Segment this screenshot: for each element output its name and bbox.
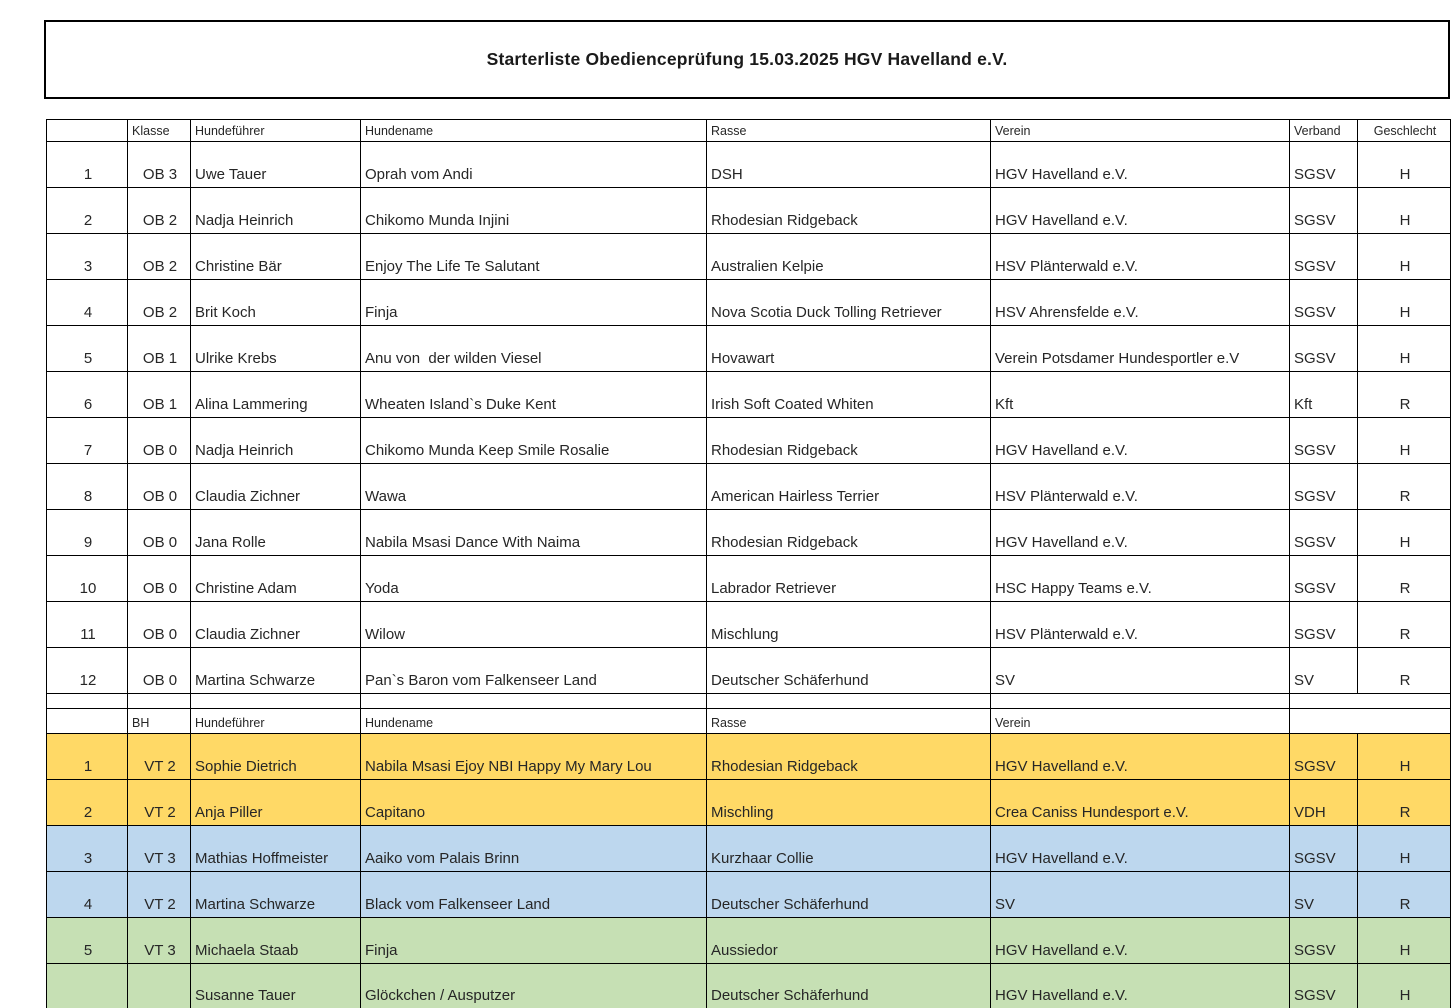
cell-klasse: VT 3 <box>128 918 191 964</box>
cell-verband: SGSV <box>1290 418 1358 464</box>
cell-hundename: Enjoy The Life Te Salutant <box>361 234 707 280</box>
cell-hundename: Pan`s Baron vom Falkenseer Land <box>361 648 707 694</box>
cell-hundename: Nabila Msasi Dance With Naima <box>361 510 707 556</box>
cell-rasse: Rhodesian Ridgeback <box>707 418 991 464</box>
starter-row <box>47 648 1451 694</box>
cell-hundename: Wawa <box>361 464 707 510</box>
cell-hundefuehrer: Alina Lammering <box>191 372 361 418</box>
cell-verein: HSV Plänterwald e.V. <box>991 602 1290 648</box>
starter-row <box>47 602 1451 648</box>
spacer-cell <box>128 694 191 709</box>
cell-rasse: Aussiedor <box>707 918 991 964</box>
cell-nr: 6 <box>47 372 128 418</box>
cell-geschlecht: H <box>1358 142 1451 188</box>
cell-verband: SGSV <box>1290 826 1358 872</box>
cell-nr <box>47 964 128 1008</box>
cell-verein: HGV Havelland e.V. <box>991 418 1290 464</box>
cell-verband: SGSV <box>1290 734 1358 780</box>
cell-nr: 8 <box>47 464 128 510</box>
spacer-cell <box>361 694 707 709</box>
header-cell-verband-geschlecht <box>1290 709 1451 734</box>
cell-klasse: OB 0 <box>128 464 191 510</box>
section1-header-row <box>47 120 1451 142</box>
cell-geschlecht: H <box>1358 234 1451 280</box>
header-cell-verband: Verband <box>1290 120 1358 142</box>
starter-row <box>47 418 1451 464</box>
title-box <box>44 20 1450 99</box>
cell-hundefuehrer: Martina Schwarze <box>191 648 361 694</box>
header-cell-klasse: BH <box>128 709 191 734</box>
starter-row <box>47 734 1451 780</box>
cell-klasse <box>128 964 191 1008</box>
cell-verband: SV <box>1290 872 1358 918</box>
cell-nr: 10 <box>47 556 128 602</box>
cell-geschlecht: H <box>1358 188 1451 234</box>
starter-row <box>47 464 1451 510</box>
cell-verein: Kft <box>991 372 1290 418</box>
cell-verband: VDH <box>1290 780 1358 826</box>
cell-hundefuehrer: Ulrike Krebs <box>191 326 361 372</box>
cell-hundename: Capitano <box>361 780 707 826</box>
starter-row <box>47 826 1451 872</box>
cell-rasse: Rhodesian Ridgeback <box>707 510 991 556</box>
header-cell-hundefuehrer: Hundeführer <box>191 120 361 142</box>
starterliste-table <box>46 119 1451 1008</box>
header-cell-nr <box>47 120 128 142</box>
cell-klasse: VT 3 <box>128 826 191 872</box>
cell-hundename: Finja <box>361 918 707 964</box>
cell-rasse: Rhodesian Ridgeback <box>707 188 991 234</box>
cell-klasse: VT 2 <box>128 734 191 780</box>
cell-hundefuehrer: Christine Adam <box>191 556 361 602</box>
cell-rasse: Rhodesian Ridgeback <box>707 734 991 780</box>
spacer-cell <box>707 694 991 709</box>
cell-hundename: Chikomo Munda Keep Smile Rosalie <box>361 418 707 464</box>
cell-hundefuehrer: Claudia Zichner <box>191 602 361 648</box>
cell-nr: 3 <box>47 826 128 872</box>
cell-klasse: OB 0 <box>128 556 191 602</box>
cell-geschlecht: H <box>1358 826 1451 872</box>
cell-rasse: Labrador Retriever <box>707 556 991 602</box>
spacer-cell <box>991 694 1290 709</box>
cell-hundename: Oprah vom Andi <box>361 142 707 188</box>
cell-verband: SGSV <box>1290 556 1358 602</box>
starter-row <box>47 234 1451 280</box>
cell-verein: HGV Havelland e.V. <box>991 918 1290 964</box>
cell-nr: 11 <box>47 602 128 648</box>
cell-verband: SGSV <box>1290 964 1358 1008</box>
cell-nr: 12 <box>47 648 128 694</box>
cell-verein: Crea Caniss Hundesport e.V. <box>991 780 1290 826</box>
header-cell-verein: Verein <box>991 120 1290 142</box>
cell-hundename: Chikomo Munda Injini <box>361 188 707 234</box>
cell-verband: Kft <box>1290 372 1358 418</box>
header-cell-nr <box>47 709 128 734</box>
cell-nr: 2 <box>47 780 128 826</box>
cell-rasse: Mischling <box>707 780 991 826</box>
cell-rasse: Deutscher Schäferhund <box>707 964 991 1008</box>
cell-verband: SGSV <box>1290 918 1358 964</box>
cell-hundename: Glöckchen / Ausputzer <box>361 964 707 1008</box>
cell-hundefuehrer: Nadja Heinrich <box>191 418 361 464</box>
cell-hundename: Wheaten Island`s Duke Kent <box>361 372 707 418</box>
cell-hundefuehrer: Uwe Tauer <box>191 142 361 188</box>
cell-verein: HGV Havelland e.V. <box>991 142 1290 188</box>
header-cell-rasse: Rasse <box>707 709 991 734</box>
starter-row <box>47 188 1451 234</box>
cell-geschlecht: R <box>1358 372 1451 418</box>
cell-verband: SGSV <box>1290 280 1358 326</box>
cell-verein: SV <box>991 872 1290 918</box>
cell-hundefuehrer: Michaela Staab <box>191 918 361 964</box>
cell-rasse: Kurzhaar Collie <box>707 826 991 872</box>
cell-verband: SGSV <box>1290 142 1358 188</box>
cell-verband: SGSV <box>1290 234 1358 280</box>
cell-rasse: Irish Soft Coated Whiten <box>707 372 991 418</box>
page-title: Starterliste Obedienceprüfung 15.03.2025 HGV Havelland e.V. <box>486 49 1008 69</box>
cell-hundename: Nabila Msasi Ejoy NBI Happy My Mary Lou <box>361 734 707 780</box>
cell-verband: SGSV <box>1290 464 1358 510</box>
cell-rasse: Nova Scotia Duck Tolling Retriever <box>707 280 991 326</box>
cell-hundefuehrer: Anja Piller <box>191 780 361 826</box>
cell-verband: SV <box>1290 648 1358 694</box>
cell-klasse: OB 2 <box>128 280 191 326</box>
header-cell-hundename: Hundename <box>361 709 707 734</box>
cell-geschlecht: R <box>1358 780 1451 826</box>
cell-hundename: Finja <box>361 280 707 326</box>
section2-header-row <box>47 709 1451 734</box>
spacer-cell <box>1290 694 1451 709</box>
cell-rasse: Hovawart <box>707 326 991 372</box>
starter-row <box>47 326 1451 372</box>
cell-hundename: Black vom Falkenseer Land <box>361 872 707 918</box>
cell-nr: 3 <box>47 234 128 280</box>
cell-hundefuehrer: Sophie Dietrich <box>191 734 361 780</box>
header-cell-rasse: Rasse <box>707 120 991 142</box>
starter-row <box>47 780 1451 826</box>
starter-row <box>47 964 1451 1008</box>
cell-nr: 1 <box>47 142 128 188</box>
cell-rasse: Deutscher Schäferhund <box>707 648 991 694</box>
cell-hundename: Wilow <box>361 602 707 648</box>
starter-row <box>47 918 1451 964</box>
cell-klasse: OB 1 <box>128 326 191 372</box>
cell-verein: HGV Havelland e.V. <box>991 188 1290 234</box>
cell-hundefuehrer: Brit Koch <box>191 280 361 326</box>
cell-klasse: VT 2 <box>128 872 191 918</box>
cell-nr: 5 <box>47 326 128 372</box>
cell-verband: SGSV <box>1290 188 1358 234</box>
starter-row <box>47 556 1451 602</box>
cell-verein: HGV Havelland e.V. <box>991 510 1290 556</box>
cell-klasse: OB 1 <box>128 372 191 418</box>
cell-rasse: DSH <box>707 142 991 188</box>
starter-row <box>47 142 1451 188</box>
cell-rasse: American Hairless Terrier <box>707 464 991 510</box>
cell-klasse: OB 0 <box>128 602 191 648</box>
cell-geschlecht: H <box>1358 280 1451 326</box>
cell-verein: SV <box>991 648 1290 694</box>
starter-row <box>47 280 1451 326</box>
cell-klasse: OB 2 <box>128 234 191 280</box>
cell-hundefuehrer: Jana Rolle <box>191 510 361 556</box>
cell-nr: 4 <box>47 872 128 918</box>
cell-verband: SGSV <box>1290 602 1358 648</box>
starter-row <box>47 872 1451 918</box>
spacer-cell <box>191 694 361 709</box>
cell-hundename: Yoda <box>361 556 707 602</box>
cell-geschlecht: H <box>1358 734 1451 780</box>
cell-hundename: Aaiko vom Palais Brinn <box>361 826 707 872</box>
header-cell-geschlecht: Geschlecht <box>1358 120 1451 142</box>
cell-nr: 5 <box>47 918 128 964</box>
cell-verband: SGSV <box>1290 510 1358 556</box>
cell-verband: SGSV <box>1290 326 1358 372</box>
cell-geschlecht: R <box>1358 602 1451 648</box>
cell-nr: 7 <box>47 418 128 464</box>
cell-klasse: OB 0 <box>128 648 191 694</box>
cell-geschlecht: R <box>1358 556 1451 602</box>
cell-nr: 9 <box>47 510 128 556</box>
cell-rasse: Australien Kelpie <box>707 234 991 280</box>
cell-geschlecht: H <box>1358 326 1451 372</box>
cell-rasse: Mischlung <box>707 602 991 648</box>
starter-row <box>47 510 1451 556</box>
cell-geschlecht: R <box>1358 464 1451 510</box>
cell-nr: 4 <box>47 280 128 326</box>
starter-row <box>47 372 1451 418</box>
cell-geschlecht: H <box>1358 918 1451 964</box>
cell-klasse: VT 2 <box>128 780 191 826</box>
cell-verein: HSV Plänterwald e.V. <box>991 234 1290 280</box>
cell-nr: 2 <box>47 188 128 234</box>
cell-geschlecht: R <box>1358 872 1451 918</box>
header-cell-verein: Verein <box>991 709 1290 734</box>
cell-klasse: OB 0 <box>128 418 191 464</box>
cell-verein: HGV Havelland e.V. <box>991 734 1290 780</box>
cell-verein: HSV Plänterwald e.V. <box>991 464 1290 510</box>
cell-verein: HGV Havelland e.V. <box>991 964 1290 1008</box>
cell-nr: 1 <box>47 734 128 780</box>
cell-geschlecht: R <box>1358 648 1451 694</box>
spacer-row <box>47 694 1451 709</box>
cell-hundefuehrer: Martina Schwarze <box>191 872 361 918</box>
cell-hundefuehrer: Susanne Tauer <box>191 964 361 1008</box>
cell-hundefuehrer: Nadja Heinrich <box>191 188 361 234</box>
cell-klasse: OB 0 <box>128 510 191 556</box>
cell-rasse: Deutscher Schäferhund <box>707 872 991 918</box>
cell-hundefuehrer: Christine Bär <box>191 234 361 280</box>
cell-klasse: OB 2 <box>128 188 191 234</box>
header-cell-hundename: Hundename <box>361 120 707 142</box>
starterliste-table-body <box>47 120 1451 1008</box>
cell-verein: Verein Potsdamer Hundesportler e.V <box>991 326 1290 372</box>
cell-verein: HSC Happy Teams e.V. <box>991 556 1290 602</box>
cell-geschlecht: H <box>1358 964 1451 1008</box>
cell-geschlecht: H <box>1358 510 1451 556</box>
cell-geschlecht: H <box>1358 418 1451 464</box>
cell-hundefuehrer: Mathias Hoffmeister <box>191 826 361 872</box>
spacer-cell <box>47 694 128 709</box>
cell-klasse: OB 3 <box>128 142 191 188</box>
cell-hundefuehrer: Claudia Zichner <box>191 464 361 510</box>
cell-verein: HSV Ahrensfelde e.V. <box>991 280 1290 326</box>
header-cell-klasse: Klasse <box>128 120 191 142</box>
cell-hundename: Anu von der wilden Viesel <box>361 326 707 372</box>
header-cell-hundefuehrer: Hundeführer <box>191 709 361 734</box>
cell-verein: HGV Havelland e.V. <box>991 826 1290 872</box>
